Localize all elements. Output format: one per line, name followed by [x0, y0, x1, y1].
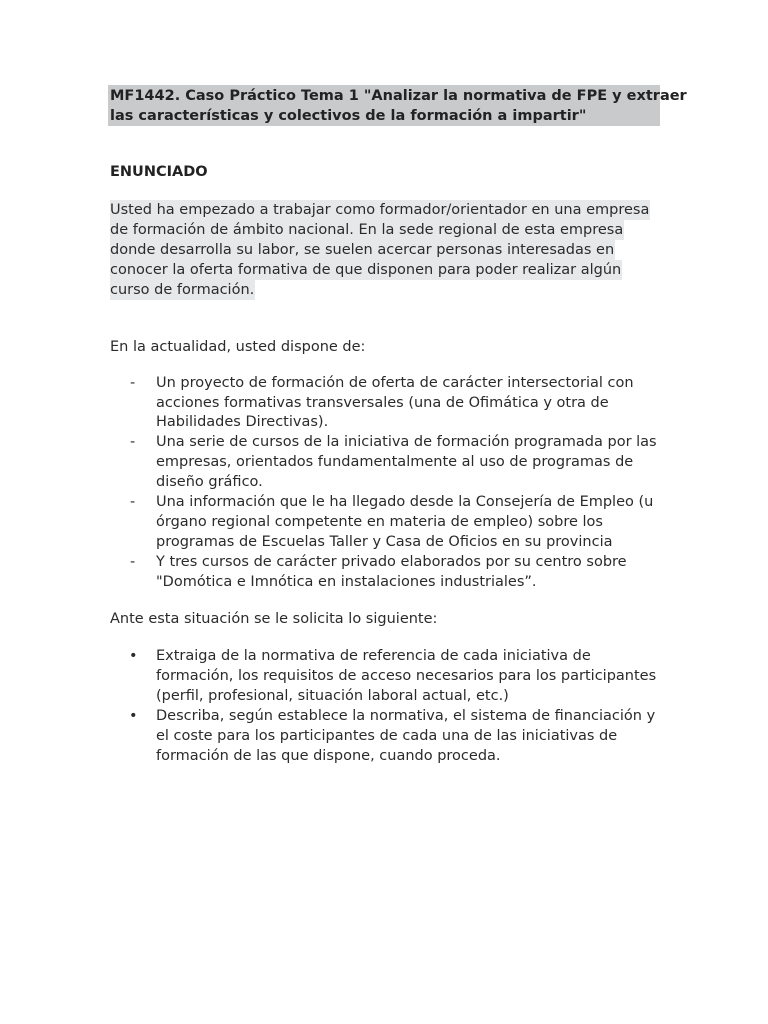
- list-item-line: el coste para los participantes de cada una de las iniciativas de: [156, 728, 618, 744]
- intro-line: donde desarrolla su labor, se suelen acercar personas interesadas en: [110, 242, 615, 258]
- list-item-line: Y tres cursos de carácter privado elaborados por su centro sobre: [156, 554, 627, 570]
- list-item-line: Una serie de cursos de la iniciativa de formación programada por las: [156, 434, 657, 450]
- list-item-line: Una información que le ha llegado desde la Consejería de Empleo (u: [156, 494, 654, 510]
- bullet-marker: •: [129, 708, 138, 724]
- dash-marker: -: [130, 554, 136, 570]
- list-item-line: órgano regional competente en materia de empleo) sobre los: [156, 514, 603, 530]
- dash-marker: -: [130, 494, 136, 510]
- document-title-line: las características y colectivos de la formación a impartir": [110, 108, 587, 124]
- document-title-line: MF1442. Caso Práctico Tema 1 "Analizar la normativa de FPE y extraer: [110, 88, 687, 104]
- section-heading: ENUNCIADO: [110, 164, 208, 180]
- request-label: Ante esta situación se le solicita lo siguiente:: [110, 611, 438, 627]
- list-item-line: (perfil, profesional, situación laboral actual, etc.): [156, 688, 509, 704]
- dash-marker: -: [130, 434, 136, 450]
- list-item-line: "Domótica e Imnótica en instalaciones industriales”.: [156, 574, 537, 590]
- intro-line: curso de formación.: [110, 282, 255, 298]
- list-item-line: Habilidades Directivas).: [156, 414, 329, 430]
- list-item-line: empresas, orientados fundamentalmente al uso de programas de: [156, 454, 634, 470]
- list-item-line: diseño gráfico.: [156, 474, 263, 490]
- dash-marker: -: [130, 375, 136, 391]
- list-item-line: programas de Escuelas Taller y Casa de Oficios en su provincia: [156, 534, 613, 550]
- intro-line: de formación de ámbito nacional. En la sede regional de esta empresa: [110, 222, 624, 238]
- intro-line: Usted ha empezado a trabajar como formador/orientador en una empresa: [110, 202, 650, 218]
- intro-line: conocer la oferta formativa de que disponen para poder realizar algún: [110, 262, 622, 278]
- list-item-line: formación, los requisitos de acceso necesarios para los participantes: [156, 668, 657, 684]
- list-item-line: Describa, según establece la normativa, el sistema de financiación y: [156, 708, 656, 724]
- list-item-line: formación de las que dispone, cuando proceda.: [156, 748, 501, 764]
- bullet-marker: •: [129, 648, 138, 664]
- list-item-line: Un proyecto de formación de oferta de carácter intersectorial con: [156, 375, 634, 391]
- available-label: En la actualidad, usted dispone de:: [110, 339, 366, 355]
- list-item-line: acciones formativas transversales (una de Ofimática y otra de: [156, 395, 609, 411]
- list-item-line: Extraiga de la normativa de referencia de cada iniciativa de: [156, 648, 591, 664]
